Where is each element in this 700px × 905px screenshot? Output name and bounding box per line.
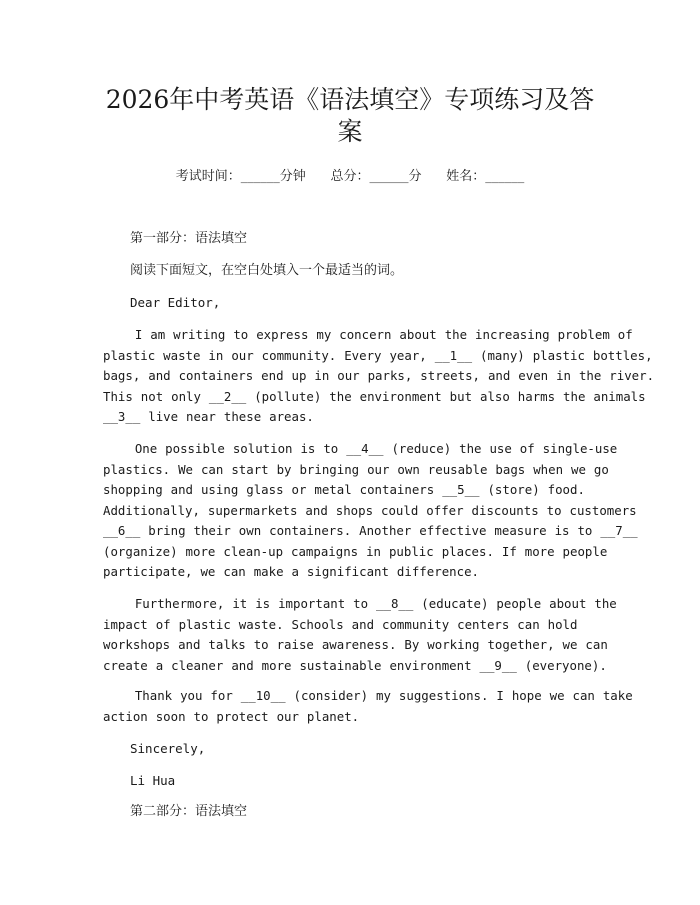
paragraph-line: Thank you for __10__ (consider) my suggestions. I hope we can take — [103, 688, 633, 703]
paragraph-line: action soon to protect our planet. — [103, 708, 360, 724]
paragraph-line: __6__ bring their own containers. Another effective measure is to __7__ — [103, 523, 638, 538]
paragraph-line: plastic waste in our community. Every year, __1__ (many) plastic bottles, — [103, 347, 653, 363]
paragraph-line: I am writing to express my concern about the increasing problem of — [103, 327, 633, 342]
instruction-text: 阅读下面短文，在空白处填入一个最适当的词。 — [130, 263, 404, 278]
paragraph-line: plastics. We can start by bringing our own reusable bags when we go — [103, 461, 609, 477]
paragraph-line: workshops and talks to raise awareness. By working together, we can — [103, 637, 608, 652]
paragraph-line: create a cleaner and more sustainable environment __9__ (everyone). — [103, 657, 607, 673]
paragraph-3 — [103, 594, 617, 676]
part1-heading: 第一部分：语法填空 — [130, 231, 248, 246]
paragraph-2 — [103, 439, 638, 583]
paragraph-line: Furthermore, it is important to __8__ (educate) people about the — [103, 596, 617, 611]
paragraph-line: shopping and using glass or metal containers __5__ (store) food. — [103, 482, 585, 497]
paragraph-line: impact of plastic waste. Schools and community centers can hold — [103, 616, 578, 632]
paragraph-line: Additionally, supermarkets and shops could offer discounts to customers — [103, 502, 637, 518]
paragraph-line: One possible solution is to __4__ (reduce) the use of single-use — [103, 441, 618, 456]
part2-heading: 第二部分：语法填空 — [130, 804, 248, 819]
paragraph-line: bags, and containers end up in our parks, streets, and even in the river. — [103, 368, 655, 383]
paragraph-4 — [103, 686, 633, 727]
paragraph-line: This not only __2__ (pollute) the environment but also harms the animals — [103, 388, 646, 404]
document-title: 2026年中考英语《语法填空》专项练习及答案 — [105, 85, 595, 146]
signature: Li Hua — [130, 773, 176, 788]
paragraph-1 — [103, 325, 655, 428]
paragraph-line: (organize) more clean-up campaigns in public places. If more people — [103, 543, 608, 559]
exam-info-line: 考试时间：______分钟 总分：______分 姓名：______ — [175, 169, 525, 184]
paragraph-line: __3__ live near these areas. — [103, 409, 314, 424]
closing: Sincerely, — [130, 741, 206, 756]
paragraph-line: participate, we can make a significant difference. — [103, 564, 479, 579]
salutation: Dear Editor, — [130, 295, 221, 310]
